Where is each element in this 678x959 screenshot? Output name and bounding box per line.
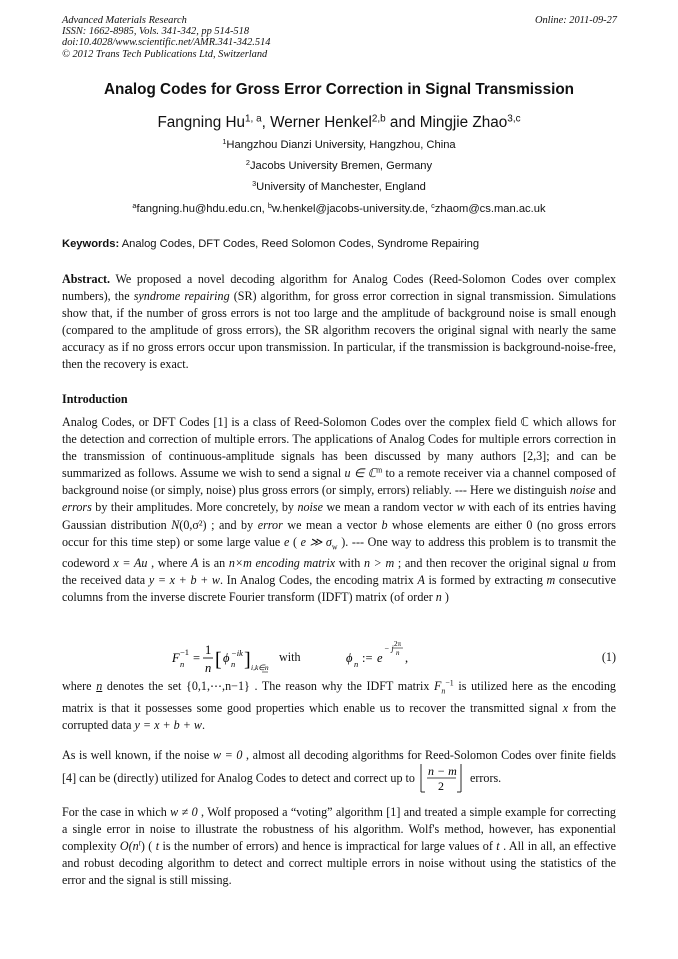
author-name: Mingjie Zhao (419, 114, 508, 131)
email-address: zhaom@cs.man.ac.uk (434, 203, 546, 215)
author-affil-mark: 1, a (245, 113, 262, 125)
equation-number: (1) (601, 650, 616, 664)
online-date: Online: 2011-09-27 (534, 15, 617, 26)
svg-text:−ik: −ik (231, 648, 243, 658)
svg-text:ϕ: ϕ (223, 651, 230, 665)
abstract: Abstract. We proposed a novel decoding algorithm for Analog Codes (Reed-Solomon Codes over complex numbers), the syndrome repairing (SR) algorithm, for gross error correction in signal transmission. Simulations show that, if the number of gross errors is not too large and the amplitude of background noise is small enough (compared to the amplitude of gross errors), the SR algorithm recovers the original signal with nearly the same accuracy as if no gross errors occur upon transmission. In particular, if the transmission is background-noise-free, then the recovery is exact. (62, 272, 616, 372)
svg-text:2: 2 (437, 779, 444, 794)
email-line (0, 203, 678, 215)
keywords-text: Analog Codes, DFT Codes, Reed Solomon Codes, Syndrome Repairing (119, 238, 480, 250)
svg-text:e: e (377, 651, 383, 665)
email-mark: c (431, 201, 435, 210)
svg-text:F: F (172, 651, 180, 665)
affil-mark: 1 (222, 137, 227, 146)
svg-text:n: n (354, 659, 359, 669)
affiliation (0, 139, 678, 151)
journal-name: Advanced Materials Research (62, 15, 187, 26)
svg-text:1: 1 (205, 643, 212, 657)
author-affil-mark: 3,c (507, 113, 521, 125)
abstract-label: Abstract. (62, 272, 111, 286)
doi-line: doi:10.4028/www.scientific.net/AMR.341-342.514 (62, 37, 271, 49)
email-address: w.henkel@jacobs-university.de, (271, 203, 432, 215)
svg-text:i,k∈n: i,k∈n (251, 663, 269, 672)
affiliation (0, 181, 678, 193)
section-heading: Introduction (62, 392, 128, 406)
svg-text:]: ] (244, 649, 251, 671)
email-mark: b (267, 201, 272, 210)
intro-paragraph: Analog Codes, or DFT Codes [1] is a class of Reed-Solomon Codes over the complex field ℂ which allows for the detection and correction of multiple errors. The applications of Analog Codes for multiple errors correction in the transmission of continuous-amplitude signals has been discussed by many authors [2,3]; and can be summarized as follows. Assume we wish to send a signal u ∈ ℂ$^m$ to a remote receiver via a channel composed of background noise (or simply, noise) plus gross errors (or simply, errors) reliably. --- Here we distinguish noise and errors by their amplitudes. More concretely, by noise we mean a random vector w with each of its entries having Gaussian distribution N(0,σ²) ; and by error we mean a vector b whose elements are either 0 (no gross errors occur for this time step) or some large value e ( e ≫ $\sigma_w$ ). --- One way to address this problem is to transmit the codeword x = Au , where A is an n×m encoding matrix with n > m ; and then recover the original signal u from the received data y = x + b + w. In Analog Codes, the encoding matrix A is formed by extracting m consecutive columns from the inverse discrete Fourier transform (IDFT) matrix (of order n ) (62, 415, 617, 605)
author-separator: and (385, 114, 420, 131)
svg-text:ϕ: ϕ (346, 651, 353, 665)
intro-paragraph: As is well known, if the noise w = 0 , almost all decoding algorithms for Reed-Solomon Codes over finite fields [4] can be (directly) utilized for Analog Codes to detect and correct up to n − m 2 errors. (62, 748, 616, 794)
copyright-line: © 2012 Trans Tech Publications Ltd, Switzerland (62, 48, 268, 60)
running-header (62, 15, 617, 60)
equation-graphic (0, 636, 678, 680)
svg-text:n: n (231, 659, 236, 669)
author-list (0, 114, 678, 132)
svg-text::=: := (362, 651, 373, 665)
intro-paragraph: For the case in which w ≠ 0 , Wolf proposed a “voting” algorithm [1] and treated a simple example for correcting a single error in noise to illustrate the robustness of his algorithm. Wolf's method, however, has exponential complexity $O(n^t)$ ( t is the number of errors) and hence is impractical for large values of t . All in all, an effective and robust decoding algorithm to detect and correct multiple errors in noise without using the statistics of the error and the signal is still missing. (62, 805, 616, 888)
svg-text:,: , (405, 651, 409, 665)
svg-text:−1: −1 (180, 647, 190, 657)
svg-text:n: n (180, 659, 185, 669)
intro-paragraph: where n denotes the set {0,1,⋯,n−1} . The reason why the IDFT matrix $F_n^{-1}$ is utilized here as the encoding matrix is that it possesses some good properties which enable us to recover the transmitted signal x from the corrupted data y = x + b + w. (62, 678, 616, 732)
affil-mark: 3 (252, 179, 257, 188)
issn-line: ISSN: 1662-8985, Vols. 341-342, pp 514-518 (62, 26, 250, 38)
affiliation (0, 160, 678, 172)
keywords (62, 238, 618, 250)
svg-text:n: n (205, 661, 212, 675)
equation-1 (0, 636, 678, 680)
affil-text: Hangzhou Dianzi University, Hangzhou, China (226, 139, 456, 151)
svg-text:[: [ (215, 649, 222, 671)
floor-fraction (415, 764, 467, 794)
email-mark: a (132, 201, 137, 210)
svg-text:n − m: n − m (427, 764, 457, 779)
email-address: fangning.hu@hdu.edu.cn, (136, 203, 268, 215)
affil-text: Jacobs University Bremen, Germany (249, 160, 433, 172)
svg-text:− j: − j (384, 644, 394, 653)
paper-title: Analog Codes for Gross Error Correction in Signal Transmission (103, 81, 575, 98)
equation-word: with (279, 650, 301, 664)
author-separator: , (261, 114, 271, 131)
author-name: Werner Henkel (270, 114, 372, 131)
svg-text:2π: 2π (394, 640, 402, 648)
affil-text: University of Manchester, England (256, 181, 426, 193)
svg-text:=: = (193, 651, 201, 665)
author-name: Fangning Hu (157, 114, 246, 131)
author-affil-mark: 2,b (371, 113, 386, 125)
keywords-label: Keywords: (62, 238, 120, 250)
affil-mark: 2 (245, 158, 250, 167)
svg-text:n: n (396, 649, 400, 657)
